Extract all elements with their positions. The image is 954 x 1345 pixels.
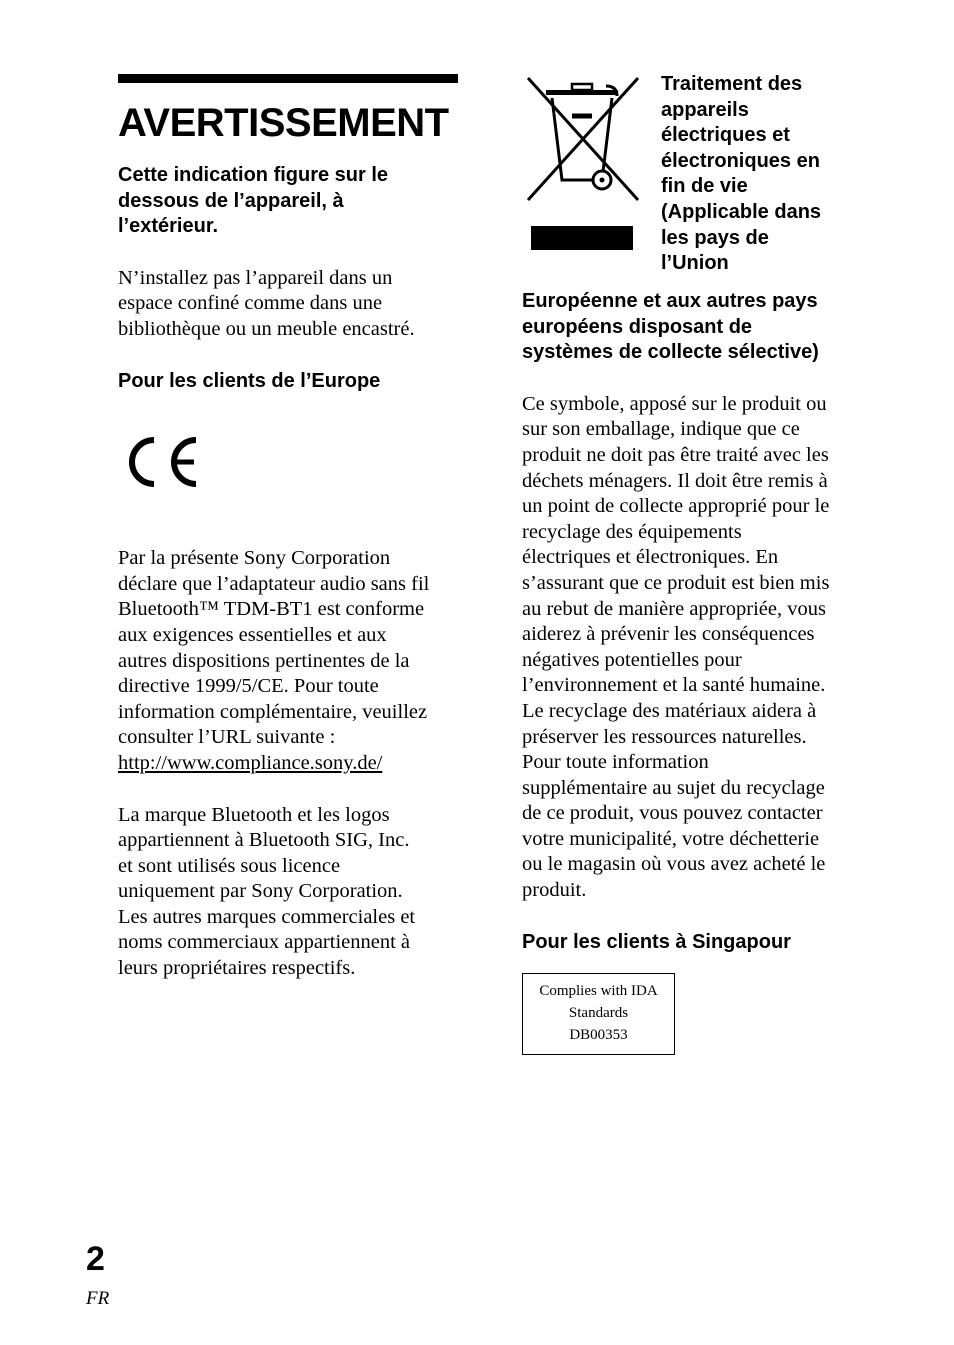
crossed-out-wheelie-bin-icon <box>522 76 644 206</box>
weee-title-continued: Européenne et aux autres pays européens disposant de systèmes de collecte sélective) <box>522 290 819 364</box>
weee-title: Traitement des appareils électriques et électroniques en fin de vie (Applicable dans les pays de l’Union <box>661 73 822 275</box>
ida-line-1: Complies with IDA <box>539 983 658 1000</box>
conformity-declaration: Par la présente Sony Corporation déclare que l’adaptateur audio sans fil Bluetooth™ TDM-BT1 est conforme aux exigences essentielles et aux autres dispositions pertinentes de la directive 1999/5/CE. Pour toute information complémentaire, veuillez consulter l’URL suivante : <box>118 547 430 749</box>
page-title: AVERTISSEMENT <box>118 101 449 145</box>
europe-heading: Pour les clients de l’Europe <box>118 369 381 392</box>
singapore-heading: Pour les clients à Singapour <box>522 930 791 953</box>
weee-header <box>522 72 867 289</box>
weee-body: Ce symbole, apposé sur le produit ou sur son emballage, indique que ce produit ne doit pas être traité avec les déchets ménagers. Il doit être remis à un point de collecte approprié pour le recyclage des équipements électriques et électroniques. En s’assurant que ce produit est bien mis au rebut de manière appropriée, vous aiderez à prévenir les conséquences négatives potentielles pour l’environnement et la santé humaine. Le recyclage des matériaux aidera à préserver les ressources naturelles. Pour toute information supplémentaire au sujet du recyclage de ce produit, vous pouvez contacter votre municipalité, votre déchetterie ou le magasin où vous avez acheté le produit. <box>522 392 830 902</box>
right-column <box>522 72 867 1055</box>
left-column <box>118 72 463 982</box>
ce-mark-icon <box>124 434 200 490</box>
ida-line-2: Standards <box>568 1005 629 1022</box>
ida-compliance-label <box>522 973 675 1055</box>
weee-marking-bar <box>531 226 633 250</box>
install-warning: N’installez pas l’appareil dans un espace confiné comme dans une bibliothèque ou un meuble encastré. <box>118 266 415 340</box>
page-number: 2 <box>86 1240 105 1278</box>
ida-line-3: DB00353 <box>569 1027 628 1044</box>
language-code: FR <box>86 1288 110 1309</box>
trademark-notice: La marque Bluetooth et les logos appartiennent à Bluetooth SIG, Inc. et sont utilisés sous licence uniquement par Sony Corporation. Les autres marques commerciales et noms commerciaux appartiennent à leurs propriétaires respectifs. <box>118 803 416 980</box>
compliance-url-link[interactable]: http://www.compliance.sony.de/ <box>118 751 383 774</box>
title-rule <box>118 74 458 83</box>
location-note: Cette indication figure sur le dessous de l’appareil, à l’extérieur. <box>118 164 389 238</box>
